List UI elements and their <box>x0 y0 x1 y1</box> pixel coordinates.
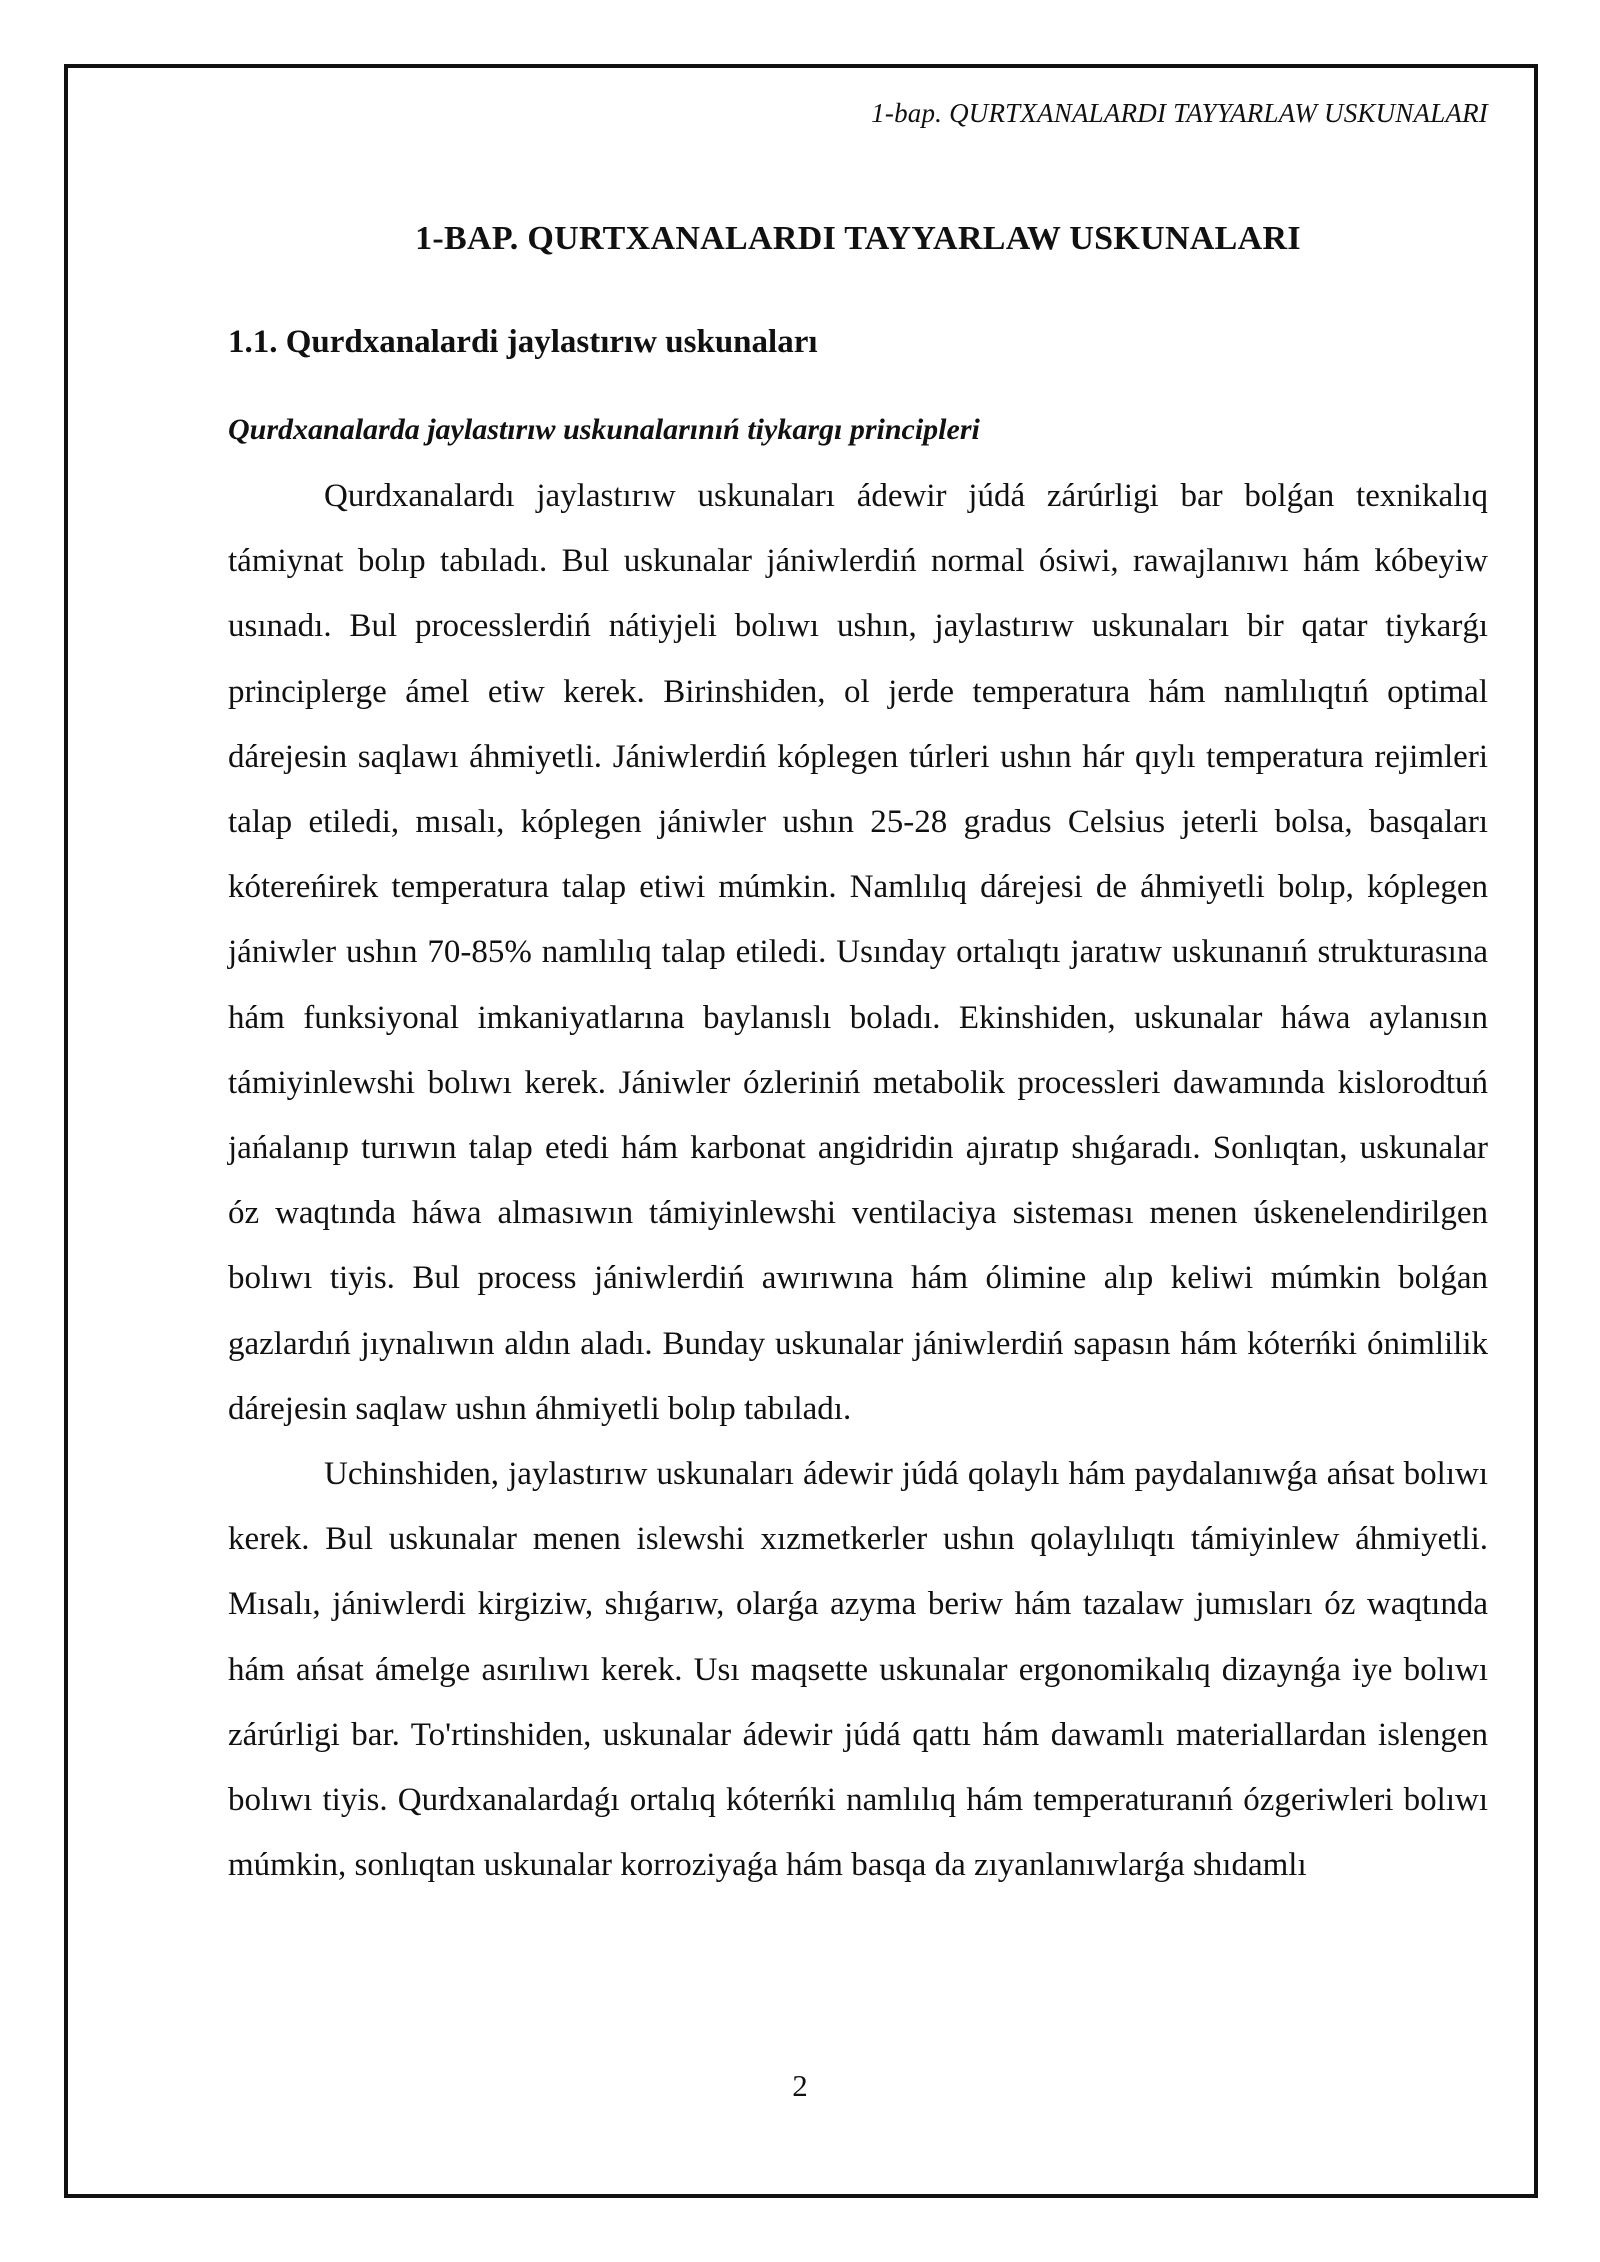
chapter-title: 1-BAP. QURTXANALARDI TAYYARLAW USKUNALARI <box>415 220 1301 257</box>
body-paragraph: Qurdxanalardı jaylastırıw uskunaları ádewir júdá zárúrligi bar bolǵan texnikalıq támiynat bolıp tabıladı. Bul uskunalar jániwlerdiń normal ósiwi, rawajlanıwı hám kóbeyiw usınadı. Bul processlerdiń nátiyjeli bolıwı ushın, jaylastırıw uskunaları bir qatar tiykarǵı principlerge ámel etiw kerek. Birinshiden, ol jerde temperatura hám namlılıqtıń optimal dárejesin saqlawı áhmiyetli. Jániwlerdiń kóplegen túrleri ushın hár qıylı temperatura rejimleri talap etiledi, mısalı, kóplegen jániwler ushın 25-28 gradus Celsius jeterli bolsa, basqaları kótereńirek temperatura talap etiwi múmkin. Namlılıq dárejesi de áhmiyetli bolıp, kóplegen jániwler ushın 70-85% namlılıq talap etiledi. Usınday ortalıqtı jaratıw uskunanıń strukturasına hám funksiyonal imkaniyatlarına baylanıslı boladı. Ekinshiden, uskunalar háwa aylanısın támiyinlewshi bolıwı kerek. Jániwler ózleriniń metabolik processleri dawamında kislorodtuń jańalanıp turıwın talap etedi hám karbonat angidridin ajıratıp shıǵaradı. Sonlıqtan, uskunalar óz waqtında háwa almasıwın támiyinlewshi ventilaciya sisteması menen úskenelendirilgen bolıwı tiyis. Bul process jániwlerdiń awırıwına hám ólimine alıp keliwi múmkin bolǵan gazlardıń jıynalıwın aldın aladı. Bunday uskunalar jániwlerdiń sapasın hám kóterńki ónimlilik dárejesin saqlaw ushın áhmiyetli bolıp tabıladı. <box>228 478 1488 1427</box>
document-body <box>228 210 1488 1898</box>
section-title: 1.1. Qurdxanalardi jaylastırıw uskunaları <box>228 324 818 360</box>
running-header: 1-bap. QURTXANALARDI TAYYARLAW USKUNALARI <box>871 98 1488 128</box>
page-number: 2 <box>792 2068 808 2103</box>
body-paragraph: Uchinshiden, jaylastırıw uskunaları ádewir júdá qolaylı hám paydalanıwǵa ańsat bolıwı kerek. Bul uskunalar menen islewshi xızmetkerler ushın qolaylılıqtı támiyinlew áhmiyetli. Mısalı, jániwlerdi kirgiziw, shıǵarıw, olarǵa azyma beriw hám tazalaw jumısları óz waqtında hám ańsat ámelge asırılıwı kerek. Usı maqsette uskunalar ergonomikalıq dizaynǵa iye bolıwı zárúrligi bar. To'rtinshiden, uskunalar ádewir júdá qattı hám dawamlı materiallardan islengen bolıwı tiyis. Qurdxanalardaǵı ortalıq kóterńki namlılıq hám temperaturanıń ózgeriwleri bolıwı múmkin, sonlıqtan uskunalar korroziyaǵa hám basqa da zıyanlanıwlarǵa shıdamlı <box>228 1456 1488 1884</box>
subsection-title: Qurdxanalarda jaylastırıw uskunalarınıń tiykargı principleri <box>228 413 980 446</box>
